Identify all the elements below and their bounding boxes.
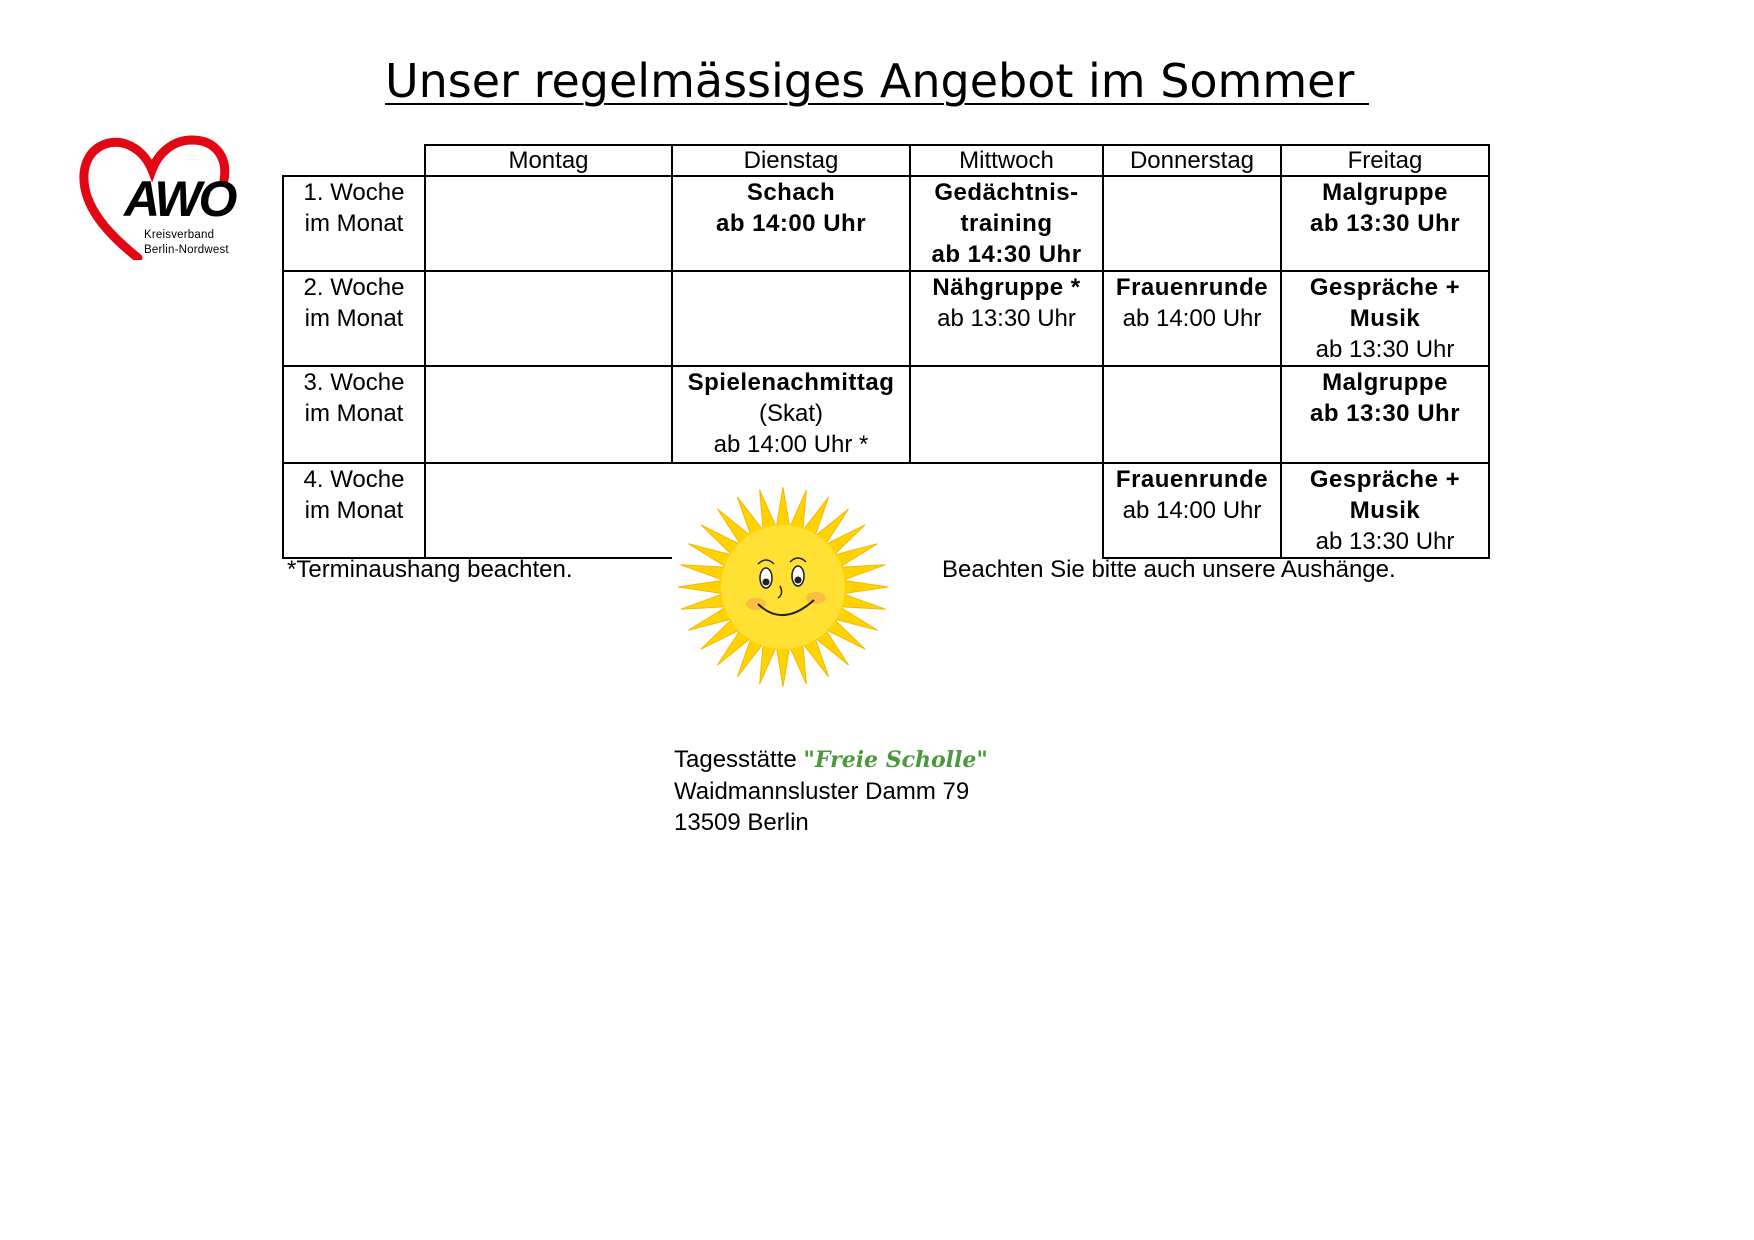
cell-w1-montag — [425, 176, 672, 271]
address-block — [674, 744, 988, 838]
cell-w1-donnerstag — [1103, 176, 1281, 271]
week-label — [283, 366, 425, 463]
footnote-left: *Terminaushang beachten. — [287, 556, 573, 583]
cell-w3-freitag — [1281, 366, 1489, 463]
week-label-line: im Monat — [304, 305, 404, 332]
cell-w4-donnerstag — [1103, 463, 1281, 558]
cell-w4-mittwoch — [910, 463, 1103, 558]
activity-time: ab 14:00 Uhr — [715, 210, 867, 237]
cell-w2-montag — [425, 271, 672, 366]
address-street: Waidmannsluster Damm 79 — [674, 778, 970, 805]
activity-name: Frauenrunde — [1115, 466, 1269, 493]
logo-subtitle-1: Kreisverband — [144, 229, 215, 241]
activity-name: Musik — [1349, 305, 1421, 332]
day-header-donnerstag: Donnerstag — [1103, 145, 1281, 176]
week-label — [283, 271, 425, 366]
logo-subtitle-2: Berlin-Nordwest — [144, 244, 229, 256]
activity-time: ab 14:00 Uhr — [1122, 497, 1262, 524]
day-header-mittwoch: Mittwoch — [910, 145, 1103, 176]
week-label-line: im Monat — [304, 497, 404, 524]
cell-w1-mittwoch — [910, 176, 1103, 271]
activity-name: Malgruppe — [1322, 179, 1448, 206]
awo-logo — [78, 134, 248, 260]
day-header-montag: Montag — [425, 145, 672, 176]
week-label-line: im Monat — [304, 400, 404, 427]
activity-time: ab 13:30 Uhr — [1309, 400, 1461, 427]
activity-time: ab 13:30 Uhr — [1315, 528, 1455, 555]
cell-w2-dienstag — [672, 271, 910, 366]
activity-name: Gespräche + — [1309, 274, 1461, 301]
header-row — [283, 145, 1489, 176]
address-prefix: Tagesstätte — [674, 746, 804, 773]
activity-time: ab 14:00 Uhr — [1122, 305, 1262, 332]
activity-name: Musik — [1349, 497, 1421, 524]
activity-time: ab 13:30 Uhr — [1309, 210, 1461, 237]
day-header-dienstag: Dienstag — [672, 145, 910, 176]
cell-w1-dienstag — [672, 176, 910, 271]
address-city: 13509 Berlin — [674, 809, 809, 836]
footnote-right: Beachten Sie bitte auch unsere Aushänge. — [942, 556, 1396, 583]
activity-name: Malgruppe — [1322, 369, 1448, 396]
cell-w2-donnerstag — [1103, 271, 1281, 366]
week-label-line: 1. Woche — [303, 179, 405, 206]
activity-name: Schach — [746, 179, 836, 206]
week-label — [283, 463, 425, 558]
table-row-week-1 — [283, 176, 1489, 271]
activity-time: ab 14:00 Uhr * — [713, 431, 869, 458]
cell-w2-freitag — [1281, 271, 1489, 366]
cell-w3-montag — [425, 366, 672, 463]
week-label-line: 4. Woche — [303, 466, 405, 493]
week-label-line: im Monat — [304, 210, 404, 237]
week-label-line: 3. Woche — [303, 369, 405, 396]
day-header-freitag: Freitag — [1281, 145, 1489, 176]
address-line-1 — [674, 744, 988, 776]
activity-name: Spielenachmittag — [687, 369, 895, 396]
table-row-week-2 — [283, 271, 1489, 366]
week-label — [283, 176, 425, 271]
activity-detail: (Skat) — [758, 400, 823, 427]
activity-time: ab 13:30 Uhr — [1315, 336, 1455, 363]
activity-name: Gedächtnis- — [934, 179, 1079, 206]
activity-name: training — [960, 210, 1053, 237]
logo-wordmark: AWO — [124, 171, 235, 227]
cell-w4-montag — [425, 463, 672, 558]
cell-w3-dienstag — [672, 366, 910, 463]
activity-name: Gespräche + — [1309, 466, 1461, 493]
activity-name: Nähgruppe * — [932, 274, 1081, 301]
activity-time: ab 13:30 Uhr — [937, 305, 1076, 332]
week-label-line: 2. Woche — [303, 274, 405, 301]
cell-w3-mittwoch — [910, 366, 1103, 463]
sun-icon — [668, 482, 898, 692]
cell-w4-freitag — [1281, 463, 1489, 558]
activity-name: Frauenrunde — [1115, 274, 1269, 301]
cell-w3-donnerstag — [1103, 366, 1281, 463]
activity-time: ab 14:30 Uhr — [931, 241, 1082, 268]
table-row-week-3 — [283, 366, 1489, 463]
venue-name: "Freie Scholle" — [803, 747, 988, 773]
cell-w2-mittwoch — [910, 271, 1103, 366]
page-title: Unser regelmässiges Angebot im Sommer — [384, 54, 1370, 108]
cell-w1-freitag — [1281, 176, 1489, 271]
corner-cell — [283, 145, 425, 176]
